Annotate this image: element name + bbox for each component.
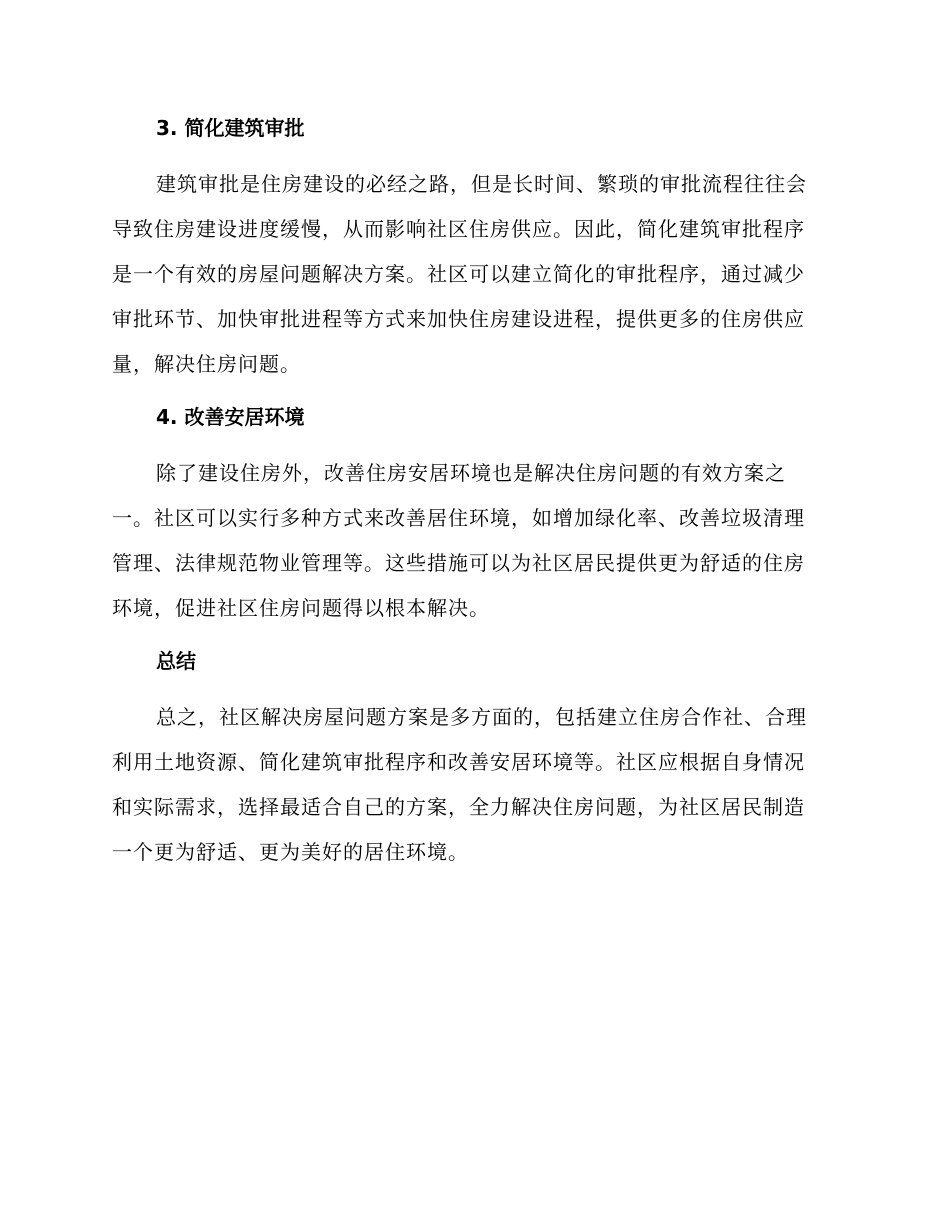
section-paragraph-simplify-approval xyxy=(112,162,838,387)
paragraph-line: 导致住房建设进度缓慢，从而影响社区住房供应。因此，简化建筑审批程序 xyxy=(112,217,805,241)
paragraph-line: 是一个有效的房屋问题解决方案。社区可以建立简化的审批程序，通过减少 xyxy=(112,262,805,286)
section-paragraph-improve-environment xyxy=(112,451,838,631)
paragraph-line: 和实际需求，选择最适合自己的方案，全力解决住房问题，为社区居民制造 xyxy=(112,795,805,819)
paragraph-line: 除了建设住房外，改善住房安居环境也是解决住房问题的有效方案之 xyxy=(156,461,786,485)
paragraph-line: 量，解决住房问题。 xyxy=(112,352,301,376)
paragraph-line: 管理、法律规范物业管理等。这些措施可以为社区居民提供更为舒适的住房 xyxy=(112,551,805,575)
paragraph-line: 建筑审批是住房建设的必经之路，但是长时间、繁琐的审批流程往往会 xyxy=(156,172,807,196)
paragraph-line: 环境，促进社区住房问题得以根本解决。 xyxy=(112,596,490,620)
section-paragraph-summary xyxy=(112,695,838,875)
document-body xyxy=(112,110,838,875)
section-heading-summary: 总结 xyxy=(156,649,196,673)
paragraph-line: 一个更为舒适、更为美好的居住环境。 xyxy=(112,840,469,864)
section-heading-improve-environment: 4. 改善安居环境 xyxy=(156,405,305,429)
paragraph-line: 总之，社区解决房屋问题方案是多方面的，包括建立住房合作社、合理 xyxy=(156,705,807,729)
paragraph-line: 利用土地资源、简化建筑审批程序和改善安居环境等。社区应根据自身情况 xyxy=(112,750,805,774)
paragraph-line: 审批环节、加快审批进程等方式来加快住房建设进程，提供更多的住房供应 xyxy=(112,307,805,331)
paragraph-line: 一。社区可以实行多种方式来改善居住环境，如增加绿化率、改善垃圾清理 xyxy=(112,506,805,530)
section-heading-simplify-approval: 3. 简化建筑审批 xyxy=(156,116,305,140)
